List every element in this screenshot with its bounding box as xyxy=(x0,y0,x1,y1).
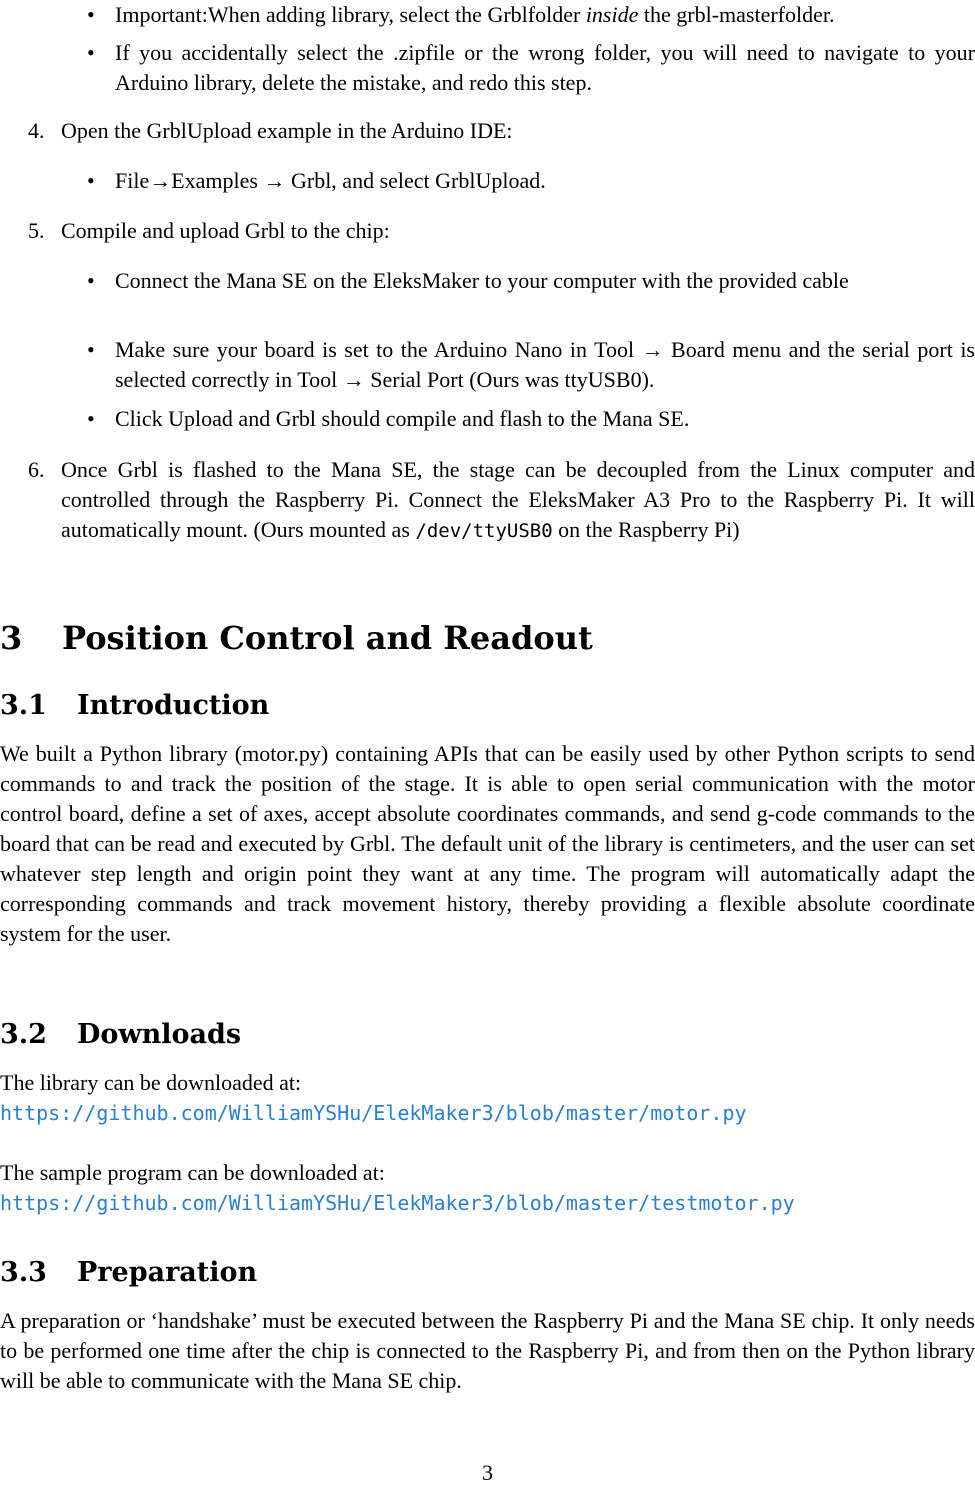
subsection-heading-preparation: 3.3 Preparation xyxy=(0,1257,258,1288)
code-path: /dev/ttyUSB0 xyxy=(415,520,553,542)
bullet-icon xyxy=(87,404,107,434)
document-page: • Important:When adding library, select the Grblfolder inside the grbl-masterfolder. • If you accidentally select the .zipfile or the wrong folder, you will need to navigate to your Arduino library, delete the mistake, and redo this step. 4. Open the GrblUpload example in the Arduino IDE: • File→Examples → Grbl, and select GrblUpload. 5. Compile and upload Grbl to the chip: • Connect the Mana SE on the EleksMaker to your computer with the provided cable • Make sure your board is set to the Arduino Nano in Tool → Board menu and the serial port is selected correctly in Tool → Serial Port (Ours was ttyUSB0). • Click Upload and Grbl should compile and flash to the Mana SE. 6. Once Grbl is flashed to the Mana SE, the stage can be decoupled from the Linux computer and controlled through the Raspberry Pi. Connect the EleksMaker A3 Pro to the Raspberry Pi. It will automatically mount. (Ours mounted as /dev/ttyUSB0 on the Raspberry Pi) 3 Position Control and Readout 3.1 Introduction We built a Python library (motor.py) containing APIs that can be easily used by other Python scripts to send commands to and track the position of the stage. It is able to open serial communication with the motor control board, define a set of axes, accept absolute coordinates commands, and send g-code commands to the board that can be read and executed by Grbl. The default unit of the library is centimeters, and the user can set whatever step length and origin point they want at any time. The program will automatically adapt the corresponding commands and track movement history, thereby providing a flexible absolute coordinate system for the user. 3.2 Downloads The library can be downloaded at: https://github.com/WilliamYSHu/ElekMaker3/blob/master/motor.py The sample program can be downloaded at: https://github.com/WilliamYSHu/ElekMaker3/blob/master/testmotor.py 3.3 Preparation A preparation or ‘handshake’ must be executed between the Raspberry Pi and the Mana SE chip. It only needs to be performed one time after the chip is connected to the Raspberry Pi, and from then on the Python library will be able to communicate with the Mana SE chip. 3 xyxy=(0,0,975,1482)
subsection-heading-introduction: 3.1 Introduction xyxy=(0,690,270,721)
sample-download-link[interactable]: https://github.com/WilliamYSHu/ElekMaker3/blob/master/testmotor.py xyxy=(0,1191,795,1215)
section-heading: 3 Position Control and Readout xyxy=(0,619,593,657)
bullet-icon xyxy=(87,38,107,68)
library-download-link[interactable]: https://github.com/WilliamYSHu/ElekMaker3/blob/master/motor.py xyxy=(0,1101,747,1125)
bullet-icon xyxy=(87,0,107,30)
subsection-heading-downloads: 3.2 Downloads xyxy=(0,1019,242,1050)
introduction-paragraph: We built a Python library (motor.py) containing APIs that can be easily used by other Python scripts to send commands to and track the position of the stage. It is able to open serial communication with the motor control board, define a set of axes, accept absolute coordinates commands, and send g-code commands to the board that can be read and executed by Grbl. The default unit of the library is centimeters, and the user can set whatever step length and origin point they want at any time. The program will automatically adapt the corresponding commands and track movement history, thereby providing a flexible absolute coordinate system for the user. xyxy=(0,741,975,946)
bullet-icon xyxy=(87,335,107,365)
bullet-icon xyxy=(87,266,107,296)
sample-download-label: The sample program can be downloaded at: xyxy=(0,1160,385,1185)
page-number: 3 xyxy=(482,1460,493,1485)
bullet-icon xyxy=(87,166,107,196)
library-download-label: The library can be downloaded at: xyxy=(0,1070,302,1095)
preparation-paragraph: A preparation or ‘handshake’ must be executed between the Raspberry Pi and the Mana SE chip. It only needs to be performed one time after the chip is connected to the Raspberry Pi, and from then on the Python library will be able to communicate with the Mana SE chip. xyxy=(0,1308,975,1393)
